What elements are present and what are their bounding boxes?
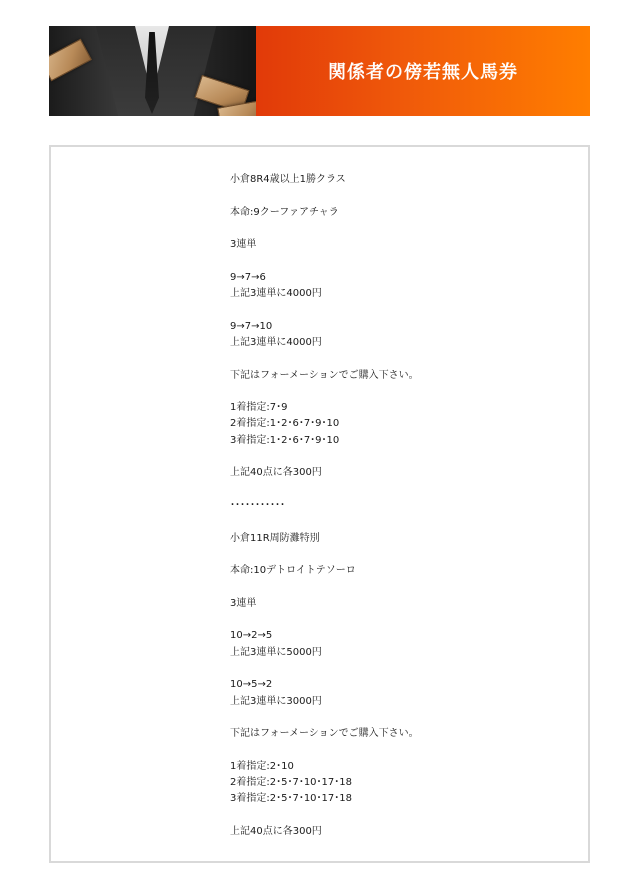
second-place-pick: 2着指定:1･2･6･7･9･10	[230, 418, 340, 430]
formation-note: 下記はフォーメーションでご購入下さい。	[230, 728, 419, 740]
race-title: 小倉8R4歳以上1勝クラス	[230, 174, 346, 185]
combination-stake: 上記3連単に3000円	[230, 695, 322, 707]
formation-note: 下記はフォーメーションでご購入下さい。	[230, 369, 419, 381]
combination: 9→7→10	[230, 320, 273, 332]
first-place-pick: 1着指定:2･10	[230, 760, 294, 772]
points-stake: 上記40点に各300円	[230, 467, 322, 479]
honmei-pick: 本命:9クーファアチャラ	[230, 206, 339, 218]
points-stake: 上記40点に各300円	[230, 825, 322, 837]
race-title: 小倉11R周防灘特別	[230, 532, 320, 544]
combination: 9→7→6	[230, 271, 266, 283]
separator: ･･･････････	[230, 499, 285, 511]
bet-type: 3連単	[230, 239, 257, 251]
combination: 10→2→5	[230, 630, 273, 642]
bet-type: 3連単	[230, 597, 257, 609]
first-place-pick: 1着指定:7･9	[230, 402, 288, 414]
banner-photo	[49, 26, 256, 116]
third-place-pick: 3着指定:1･2･6･7･9･10	[230, 434, 340, 446]
combination-stake: 上記3連単に5000円	[230, 646, 322, 658]
prediction-content-box	[49, 145, 590, 863]
banner-title-box	[256, 26, 590, 116]
banner-title: 関係者の傍若無人馬券	[328, 62, 518, 83]
banknote-icon	[49, 39, 92, 82]
combination: 10→5→2	[230, 679, 273, 691]
honmei-pick: 本命:10デトロイトテソーロ	[230, 565, 356, 577]
combination-stake: 上記3連単に4000円	[230, 336, 322, 348]
second-place-pick: 2着指定:2･5･7･10･17･18	[230, 776, 352, 788]
header-banner	[49, 26, 590, 116]
third-place-pick: 3着指定:2･5･7･10･17･18	[230, 793, 352, 805]
prediction-text	[230, 172, 419, 840]
combination-stake: 上記3連単に4000円	[230, 288, 322, 300]
